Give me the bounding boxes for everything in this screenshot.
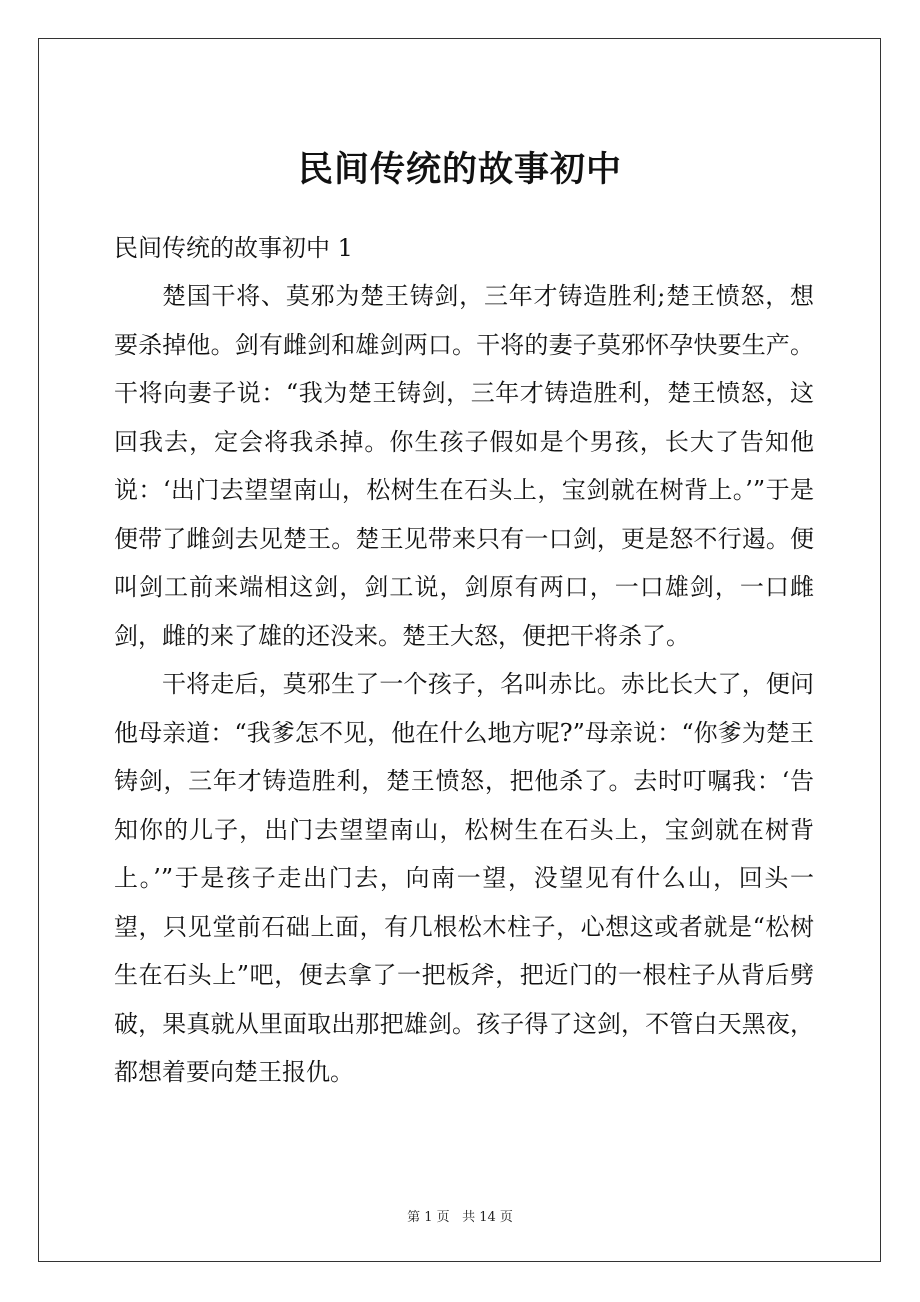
document-title: 民间传统的故事初中 — [297, 149, 622, 190]
page-footer — [0, 1206, 920, 1225]
section-heading: 民间传统的故事初中 1 — [114, 234, 353, 262]
page-number: 第 1 页 — [407, 1210, 450, 1225]
paragraph-1: 楚国干将、莫邪为楚王铸剑，三年才铸造胜利;楚王愤怒，想要杀掉他。剑有雌剑和雄剑两口。干将的妻子莫邪怀孕快要生产。干将向妻子说：“我为楚王铸剑，三年才铸造胜利，楚王愤怒，这回我去，定会将我杀掉。你生孩子假如是个男孩，长大了告知他说：‘出门去望望南山，松树生在石头上，宝剑就在树背上。’”于是便带了雌剑去见楚王。楚王见带来只有一口剑，更是怒不行遏。便叫剑工前来端相这剑，剑工说，剑原有两口，一口雄剑，一口雌剑，雌的来了雄的还没来。楚王大怒，便把干将杀了。 — [114, 282, 814, 650]
page-total: 共 14 页 — [462, 1210, 513, 1225]
body-content — [114, 272, 814, 1097]
paragraph-2: 干将走后，莫邪生了一个孩子，名叫赤比。赤比长大了，便问他母亲道：“我爹怎不见，他在什么地方呢?”母亲说：“你爹为楚王铸剑，三年才铸造胜利，楚王愤怒，把他杀了。去时叮嘱我：‘告知你的儿子，出门去望望南山，松树生在石头上，宝剑就在树背上。’”于是孩子走出门去，向南一望，没望见有什么山，回头一望，只见堂前石础上面，有几根松木柱子，心想这或者就是“松树生在石头上”吧，便去拿了一把板斧，把近门的一根柱子从背后劈破，果真就从里面取出那把雄剑。孩子得了这剑，不管白天黑夜，都想着要向楚王报仇。 — [114, 670, 814, 1086]
